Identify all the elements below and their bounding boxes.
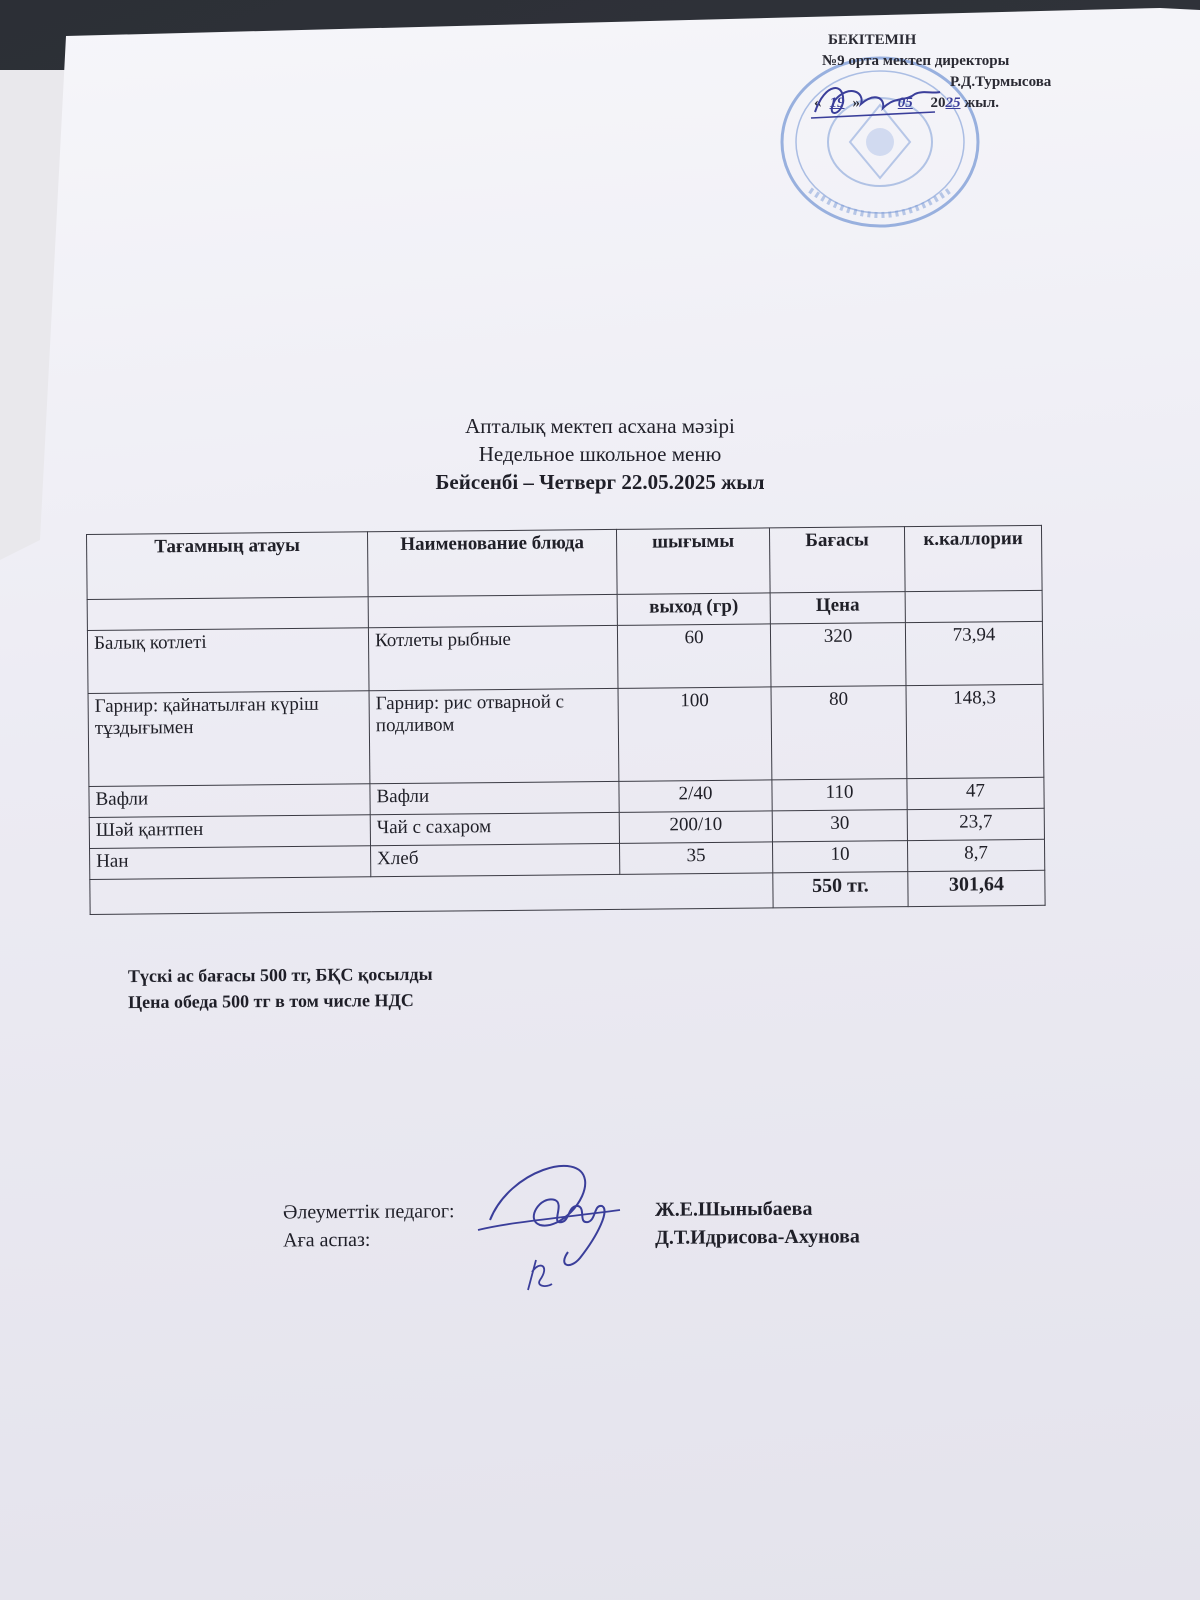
dish-yield: 2/40: [619, 780, 772, 812]
signature-row: [283, 1222, 983, 1255]
table-row: [88, 684, 1044, 786]
title-russian: Недельное школьное меню: [478, 442, 722, 466]
approval-date-day: 19: [829, 95, 845, 111]
dish-yield: 100: [618, 687, 772, 781]
approval-date-year-suffix: 25: [945, 95, 961, 111]
header-kz-name: Тағамның атауы: [87, 532, 369, 600]
approval-heading: БЕКІТЕМІН: [828, 32, 917, 48]
total-spacer: [90, 873, 773, 915]
dish-kz: Гарнир: қайнатылған күріш тұздығымен: [88, 691, 370, 787]
dish-kz: Шәй қантпен: [89, 815, 370, 849]
dish-price: 80: [771, 686, 907, 780]
menu-title: [0, 412, 1200, 496]
title-day-date: Бейсенбі – Четверг 22.05.2025 жыл: [435, 470, 765, 494]
note-kz: Түскі ас бағасы 500 тг, БҚС қосылды: [127, 963, 433, 987]
header-yield-kz: шығымы: [616, 528, 770, 594]
signature-person: Д.Т.Идрисова-Ахунова: [655, 1225, 860, 1249]
header-price-ru: Цена: [770, 592, 905, 624]
dish-kcal: 8,7: [907, 839, 1044, 871]
dish-yield: 200/10: [619, 811, 772, 843]
dish-yield: 35: [619, 842, 772, 874]
table-header-row: [87, 525, 1043, 599]
header-calories: к.каллории: [904, 525, 1042, 591]
director-signature-icon: [805, 72, 945, 132]
total-price: 550 тг.: [773, 872, 908, 908]
dish-price: 30: [772, 810, 907, 842]
dish-ru: Котлеты рыбные: [368, 625, 618, 690]
approval-date-year-prefix: 20: [930, 95, 946, 111]
approval-director: Р.Д.Турмысова: [950, 74, 1052, 90]
dish-ru: Вафли: [370, 781, 619, 814]
dish-price: 320: [770, 623, 906, 687]
handwritten-signature-icon: [470, 1140, 630, 1300]
dish-kcal: 47: [907, 777, 1044, 809]
subheader-empty: [368, 594, 617, 627]
subheader-empty: [905, 590, 1042, 622]
approval-position: №9 орта мектеп директоры: [822, 53, 1010, 69]
note-ru: Цена обеда 500 тг в том числе НДС: [128, 990, 414, 1013]
dish-kcal: 23,7: [907, 808, 1044, 840]
dish-yield: 60: [617, 624, 771, 688]
dish-price: 110: [772, 779, 907, 811]
menu-table: [86, 525, 1046, 915]
approval-date-month: 05: [897, 95, 913, 111]
approval-date: « 19 » 05 2025 жыл.: [814, 95, 1000, 111]
dish-price: 10: [772, 841, 907, 873]
dish-kz: Балық котлеті: [87, 628, 369, 694]
approval-date-word: жыл.: [964, 95, 1000, 111]
header-ru-name: Наименование блюда: [367, 529, 617, 596]
header-yield-ru: выход (гр): [617, 593, 770, 625]
dish-ru: Хлеб: [371, 843, 620, 876]
table-row: [87, 621, 1043, 693]
signature-block: [283, 1194, 983, 1255]
dish-kcal: 73,94: [905, 621, 1043, 685]
price-notes: [128, 961, 433, 1015]
signature-person: Ж.Е.Шыныбаева: [654, 1197, 813, 1221]
dish-ru: Чай с сахаром: [370, 812, 619, 845]
header-price-kz: Бағасы: [769, 527, 905, 593]
total-kcal: 301,64: [908, 870, 1045, 906]
dish-ru: Гарнир: рис отварной с подливом: [369, 688, 619, 783]
title-kazakh: Апталық мектеп асхана мәзірі: [465, 414, 735, 438]
dish-kcal: 148,3: [906, 684, 1044, 778]
signature-role: Аға аспаз:: [283, 1228, 371, 1252]
subheader-empty: [87, 597, 368, 631]
dish-kz: Нан: [90, 846, 371, 880]
signature-role: Әлеуметтік педагог:: [282, 1200, 455, 1224]
dish-kz: Вафли: [89, 784, 370, 818]
